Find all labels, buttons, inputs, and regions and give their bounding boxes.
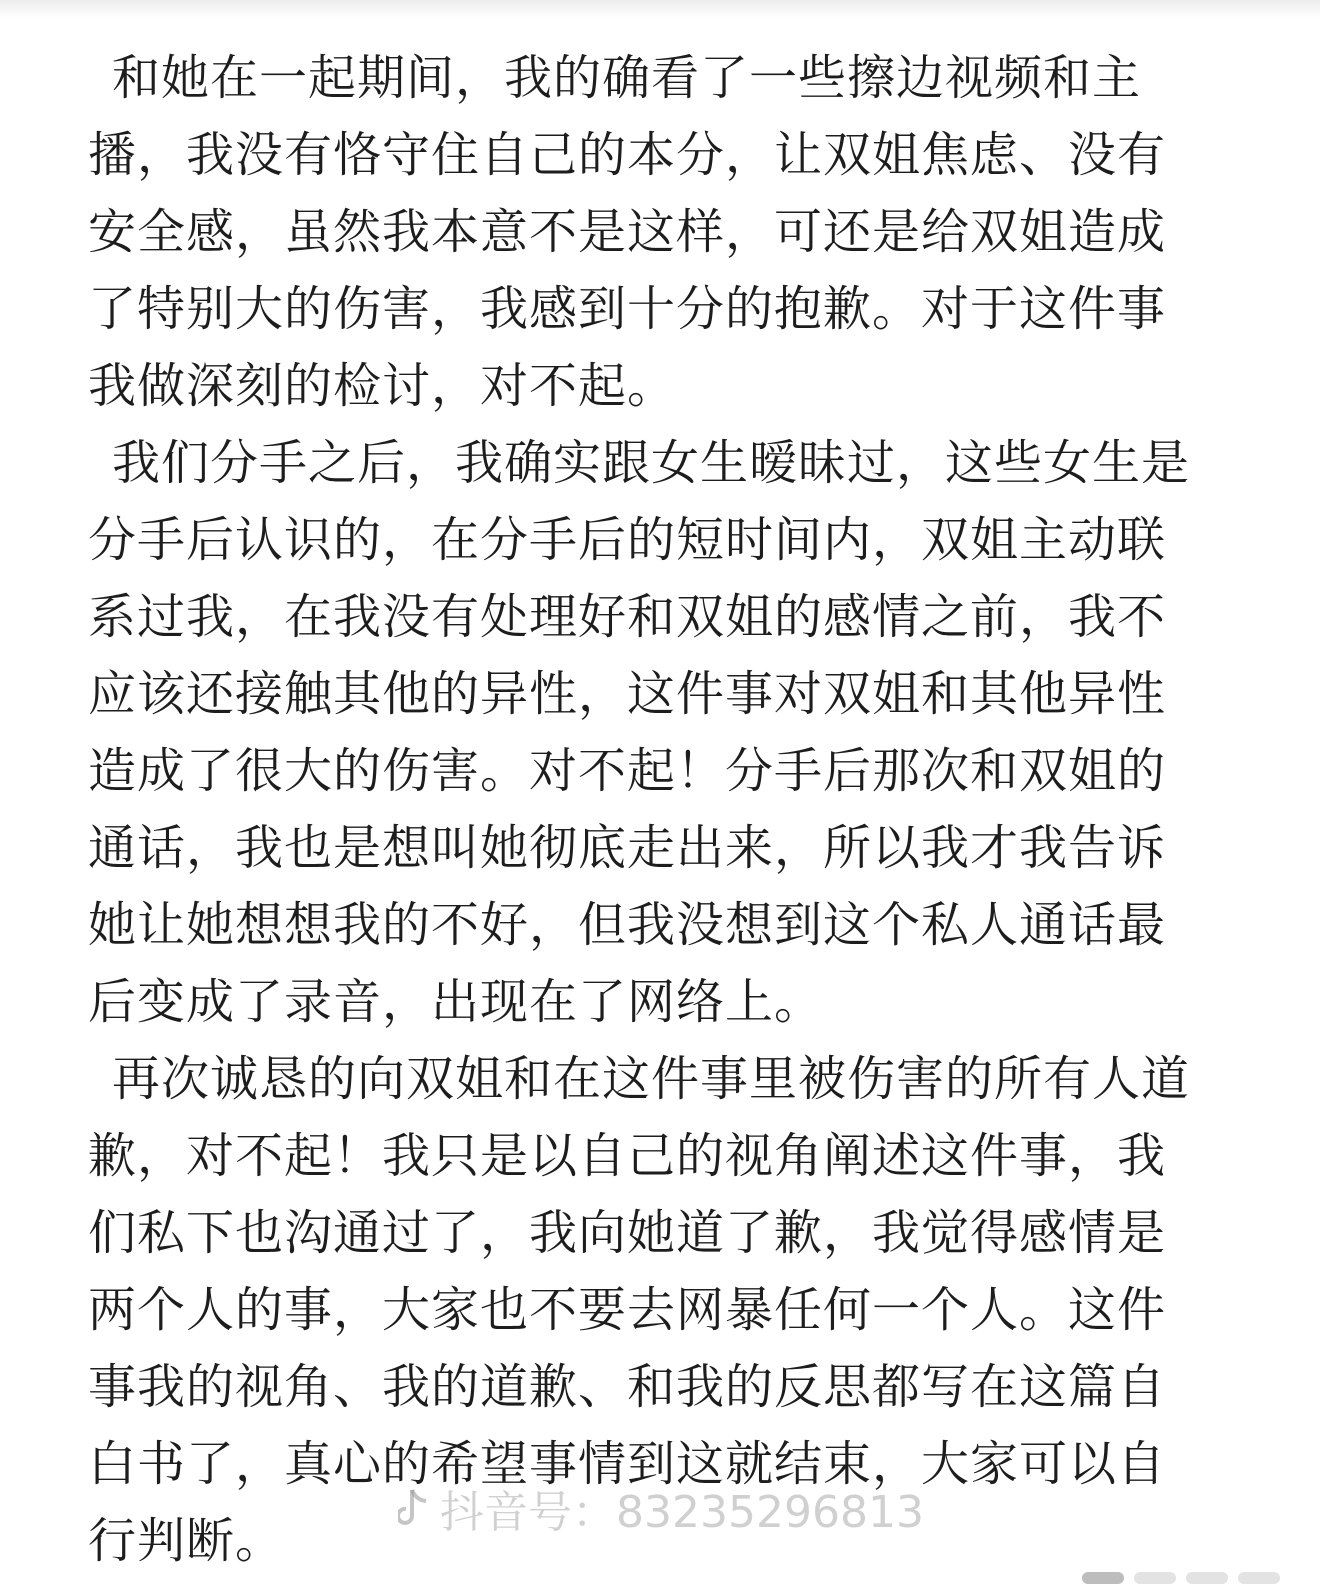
text-line: 了特别大的伤害，我感到十分的抱歉。对于这件事 [88,281,1167,337]
text-line: 我们分手之后，我确实跟女生暧昧过，这些女生是 [112,435,1191,491]
pager-dot[interactable] [1238,1572,1280,1584]
text-line: 应该还接触其他的异性，这件事对双姐和其他异性 [88,666,1167,722]
text-line: 安全感，虽然我本意不是这样，可还是给双姐造成 [88,204,1167,260]
pager-dot[interactable] [1082,1572,1124,1584]
text-line: 行判断。 [88,1513,285,1569]
text-line: 造成了很大的伤害。对不起！分手后那次和双姐的 [88,743,1167,799]
top-shadow [0,0,1320,18]
image-pager [1082,1572,1280,1584]
text-line: 们私下也沟通过了，我向她道了歉，我觉得感情是 [88,1205,1167,1261]
text-line: 系过我，在我没有处理好和双姐的感情之前，我不 [88,589,1167,645]
text-line: 分手后认识的，在分手后的短时间内，双姐主动联 [88,512,1167,568]
text-line: 和她在一起期间，我的确看了一些擦边视频和主 [112,50,1142,106]
text-line: 通话，我也是想叫她彻底走出来，所以我才我告诉 [88,820,1167,876]
text-line: 后变成了录音，出现在了网络上。 [88,974,824,1030]
article-body [88,40,1218,1580]
text-line: 歉，对不起！我只是以自己的视角阐述这件事，我 [88,1128,1167,1184]
text-line: 她让她想想我的不好，但我没想到这个私人通话最 [88,897,1167,953]
text-line: 白书了，真心的希望事情到这就结束，大家可以自 [88,1436,1167,1492]
text-line: 播，我没有恪守住自己的本分，让双姐焦虑、没有 [88,127,1167,183]
watermark-text: 抖音号：83235296813 [440,1487,924,1538]
pager-dot[interactable] [1186,1572,1228,1584]
text-line: 事我的视角、我的道歉、和我的反思都写在这篇自 [88,1359,1167,1415]
text-line: 我做深刻的检讨，对不起。 [88,358,677,414]
text-line: 再次诚恳的向双姐和在这件事里被伤害的所有人道 [112,1051,1191,1107]
pager-dot[interactable] [1134,1572,1176,1584]
text-line: 两个人的事，大家也不要去网暴任何一个人。这件 [88,1282,1167,1338]
